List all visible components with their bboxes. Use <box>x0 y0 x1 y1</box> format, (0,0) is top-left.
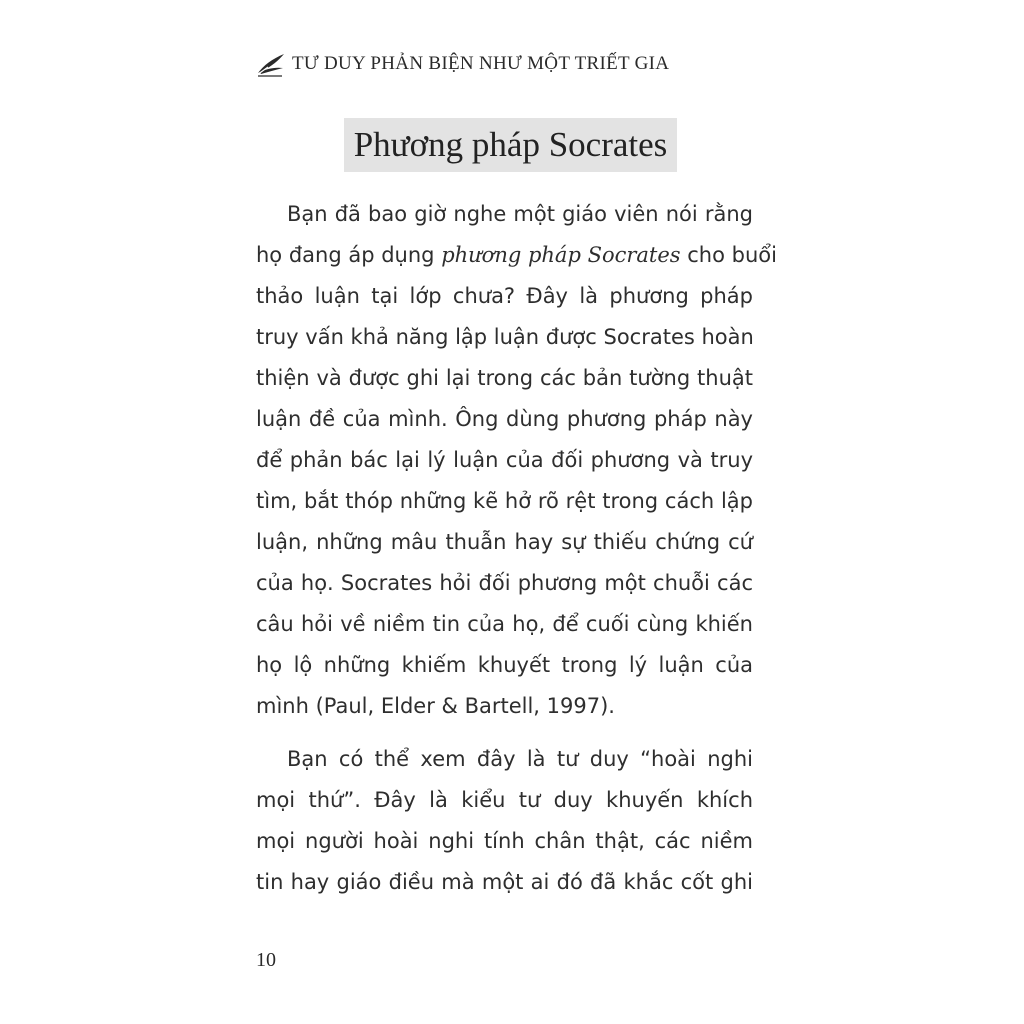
paragraph-1-line-11: câu hỏi về niềm tin của họ, để cuối cùng khiến <box>256 612 753 636</box>
paragraph-1-line-12: họ lộ những khiếm khuyết trong lý luận của <box>256 653 753 677</box>
running-title: TƯ DUY PHẢN BIỆN NHƯ MỘT TRIẾT GIA <box>292 53 670 74</box>
paragraph-1-line-8: tìm, bắt thóp những kẽ hở rõ rệt trong cách lập <box>256 489 753 513</box>
paragraph-1-line-7: để phản bác lại lý luận của đối phương và truy <box>256 448 753 472</box>
paragraph-1-line-9: luận, những mâu thuẫn hay sự thiếu chứng cứ <box>256 530 753 554</box>
paragraph-2-line-2: mọi thứ”. Đây là kiểu tư duy khuyến khích <box>256 788 753 812</box>
paragraph-2-line-4: tin hay giáo điều mà một ai đó đã khắc cốt ghi <box>256 870 753 894</box>
paragraph-2-line-3: mọi người hoài nghi tính chân thật, các niềm <box>256 829 753 853</box>
page-number: 10 <box>256 949 276 971</box>
paragraph-2-line-1: Bạn có thể xem đây là tư duy “hoài nghi <box>287 747 753 771</box>
paragraph-1-line-13: mình (Paul, Elder & Bartell, 1997). <box>256 694 615 718</box>
paragraph-1-line-5: thiện và được ghi lại trong các bản tường thuật <box>256 366 753 390</box>
italic-term: phương pháp Socrates <box>441 243 681 267</box>
paragraph-1-line-10: của họ. Socrates hỏi đối phương một chuỗi các <box>256 571 753 595</box>
running-header <box>256 49 669 79</box>
paragraph-1-line-2 <box>256 240 777 270</box>
line-text: họ đang áp dụng <box>256 243 435 267</box>
paragraph-1-line-4: truy vấn khả năng lập luận được Socrates hoàn <box>256 325 754 349</box>
section-title: Phương pháp Socrates <box>353 125 668 164</box>
feather-quill-icon <box>256 51 286 77</box>
paragraph-1-line-3: thảo luận tại lớp chưa? Đây là phương pháp <box>256 284 753 308</box>
line-text: cho buổi <box>687 243 777 267</box>
paragraph-1-line-6: luận đề của mình. Ông dùng phương pháp này <box>256 407 753 431</box>
section-title-box <box>344 118 677 172</box>
paragraph-1-line-1: Bạn đã bao giờ nghe một giáo viên nói rằng <box>287 202 753 226</box>
